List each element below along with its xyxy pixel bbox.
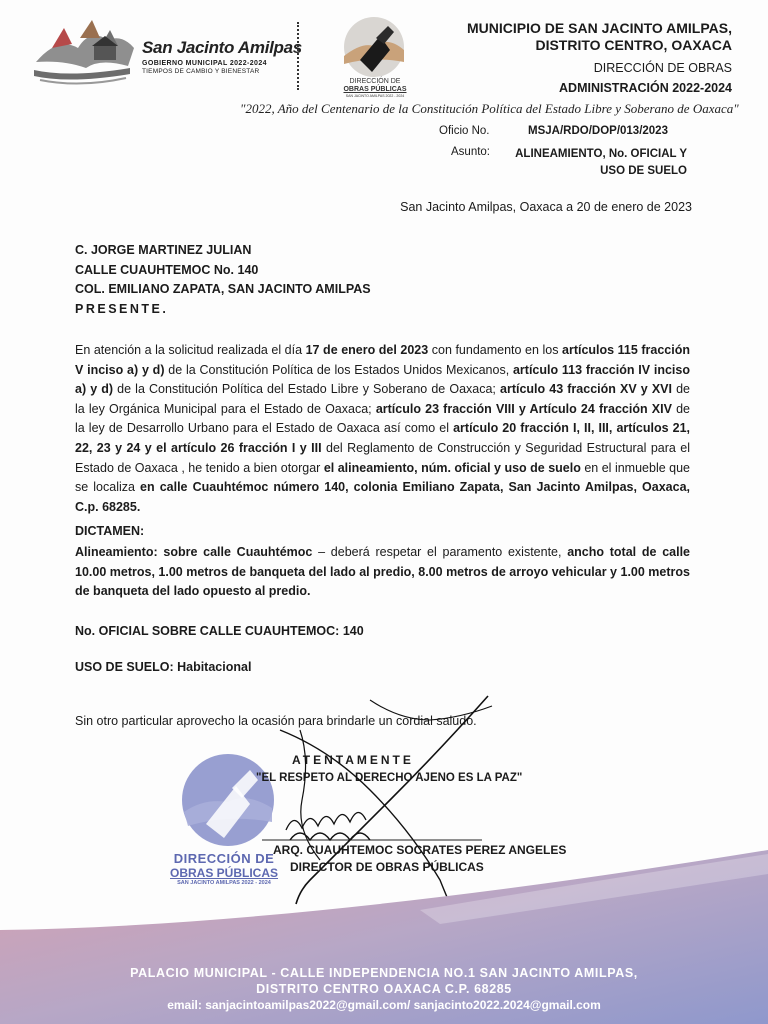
dictamen-bold-2: ancho total de calle 10.00 metros, 1.00 metros de banqueta del lado al predio, 8.00 metros de arroyo vehicular y 1.00 metros de banqueta del lado opuesto al predio.	[75, 545, 690, 599]
body-text-7: del Reglamento de Construcción y Seguridad Estructural para el Estado de Oaxaca , he tenido a bien otorgar	[75, 440, 690, 475]
municipal-logo-text	[142, 38, 302, 75]
asunto-line2: USO DE SUELO	[600, 165, 687, 177]
dictamen-text	[75, 543, 690, 602]
municipality-logo-name: San Jacinto Amilpas	[142, 38, 302, 57]
body-paragraph	[75, 341, 690, 517]
body-text-6: de la ley de Desarrollo Urbano para el Estado de Oaxaca así como el	[75, 401, 691, 436]
stamp-line2: OBRAS PÚBLICAS	[170, 866, 279, 880]
public-works-logo-line2: OBRAS PÚBLICAS	[343, 86, 407, 93]
body-bold-1: 17 de enero del 2023	[305, 343, 429, 357]
official-motto: "2022, Año del Centenario de la Constitución Política del Estado Libre y Soberano de Oaxaca"	[240, 101, 739, 116]
signer-name: ARQ. CUAUHTEMOC SOCRATES PEREZ ANGELES	[273, 843, 567, 857]
signer-role: DIRECTOR DE OBRAS PÚBLICAS	[290, 860, 484, 874]
date-line: San Jacinto Amilpas, Oaxaca a 20 de enero de 2023	[400, 200, 692, 214]
footer-address: PALACIO MUNICIPAL - CALLE INDEPENDENCIA NO.1 SAN JACINTO AMILPAS,	[130, 966, 638, 980]
municipality-heading	[467, 20, 732, 54]
asunto-line1: ALINEAMIENTO, No. OFICIAL Y	[515, 148, 687, 160]
recipient-presente: PRESENTE.	[75, 301, 169, 316]
government-period: GOBIERNO MUNICIPAL 2022-2024	[142, 60, 267, 67]
body-bold-5: artículo 23 fracción VIII y Artículo 24 fracción XIV	[375, 401, 672, 416]
recipient-name: C. JORGE MARTINEZ JULIAN	[75, 243, 252, 257]
department-name: DIRECCIÓN DE OBRAS	[593, 61, 732, 75]
public-works-logo-text	[338, 78, 412, 98]
government-tagline: TIEMPOS DE CAMBIO Y BIENESTAR	[142, 68, 260, 75]
dictamen-heading: DICTAMEN:	[75, 524, 145, 538]
recipient-block	[75, 241, 371, 319]
municipal-logo-emblem	[30, 18, 138, 90]
body-text-5: de la ley Orgánica Municipal para el Estado de Oaxaca;	[75, 382, 690, 416]
stamp-line3: SAN JACINTO AMILPAS 2022 - 2024	[177, 880, 271, 886]
signature-slogan: "EL RESPETO AL DERECHO AJENO ES LA PAZ"	[256, 772, 523, 784]
public-works-logo-line1: DIRECCIÓN DE	[349, 78, 401, 85]
body-bold-8: en calle Cuauhtémoc número 140, colonia Emiliano Zapata, San Jacinto Amilpas, Oaxaca, C.p. 68285.	[75, 480, 690, 514]
body-text-1: En atención a la solicitud realizada el día	[75, 343, 306, 357]
body-bold-6: artículo 20 fracción I, II, III, artículos 21, 22, 23 y 24 y el artículo 26 fracción I y III	[75, 421, 690, 455]
recipient-street: CALLE CUAUHTEMOC No. 140	[75, 262, 259, 277]
header-divider	[297, 22, 299, 90]
land-use-line: USO DE SUELO: Habitacional	[75, 660, 252, 674]
body-bold-2: artículos 115 fracción V inciso a) y d)	[75, 343, 690, 377]
body-bold-3: artículo 113 fracción IV inciso a) y d)	[75, 362, 690, 397]
footer-email: email: sanjacintoamilpas2022@gmail.com/ sanjacinto2022.2024@gmail.com	[167, 998, 601, 1012]
body-bold-4: artículo 43 fracción XV y XVI	[500, 382, 672, 397]
municipality-heading-line1: MUNICIPIO DE SAN JACINTO AMILPAS,	[467, 20, 732, 36]
administration-period: ADMINISTRACIÓN 2022-2024	[559, 81, 732, 95]
municipality-heading-line2: DISTRITO CENTRO, OAXACA	[535, 37, 732, 53]
oficio-number: MSJA/RDO/DOP/013/2023	[528, 125, 668, 137]
public-works-logo-line3: SAN JACINTO AMILPAS 2022 - 2024	[345, 94, 405, 98]
closing-line: Sin otro particular aprovecho la ocasión para brindarle un cordial saludo.	[75, 714, 477, 728]
body-text-2: con fundamento en los	[428, 343, 562, 357]
official-number-line: No. OFICIAL SOBRE CALLE CUAUHTEMOC: 140	[75, 624, 364, 638]
atentamente-line: ATENTAMENTE	[292, 753, 414, 767]
footer-band	[0, 840, 768, 1024]
body-text-4: de la Constitución Política del Estado Libre y Soberano de Oaxaca;	[113, 382, 501, 397]
dictamen-bold-1: Alineamiento: sobre calle Cuauhtémoc	[75, 545, 313, 559]
body-text-3: de la Constitución Política de los Estados Unidos Mexicanos,	[164, 362, 513, 377]
public-works-logo-emblem	[342, 16, 406, 78]
asunto-value	[515, 146, 687, 180]
stamp-line1: DIRECCIÓN DE	[173, 851, 275, 866]
asunto-label: Asunto:	[451, 146, 490, 158]
dictamen-text-1: – deberá respetar el paramento existente,	[312, 545, 568, 559]
footer-district: DISTRITO CENTRO OAXACA C.P. 68285	[256, 982, 512, 996]
body-bold-7: el alineamiento, núm. oficial y uso de suelo	[323, 460, 581, 475]
recipient-colony: COL. EMILIANO ZAPATA, SAN JACINTO AMILPAS	[75, 282, 371, 296]
oficio-label: Oficio No.	[439, 125, 490, 137]
body-text-8: en el inmueble que se localiza	[75, 460, 691, 495]
